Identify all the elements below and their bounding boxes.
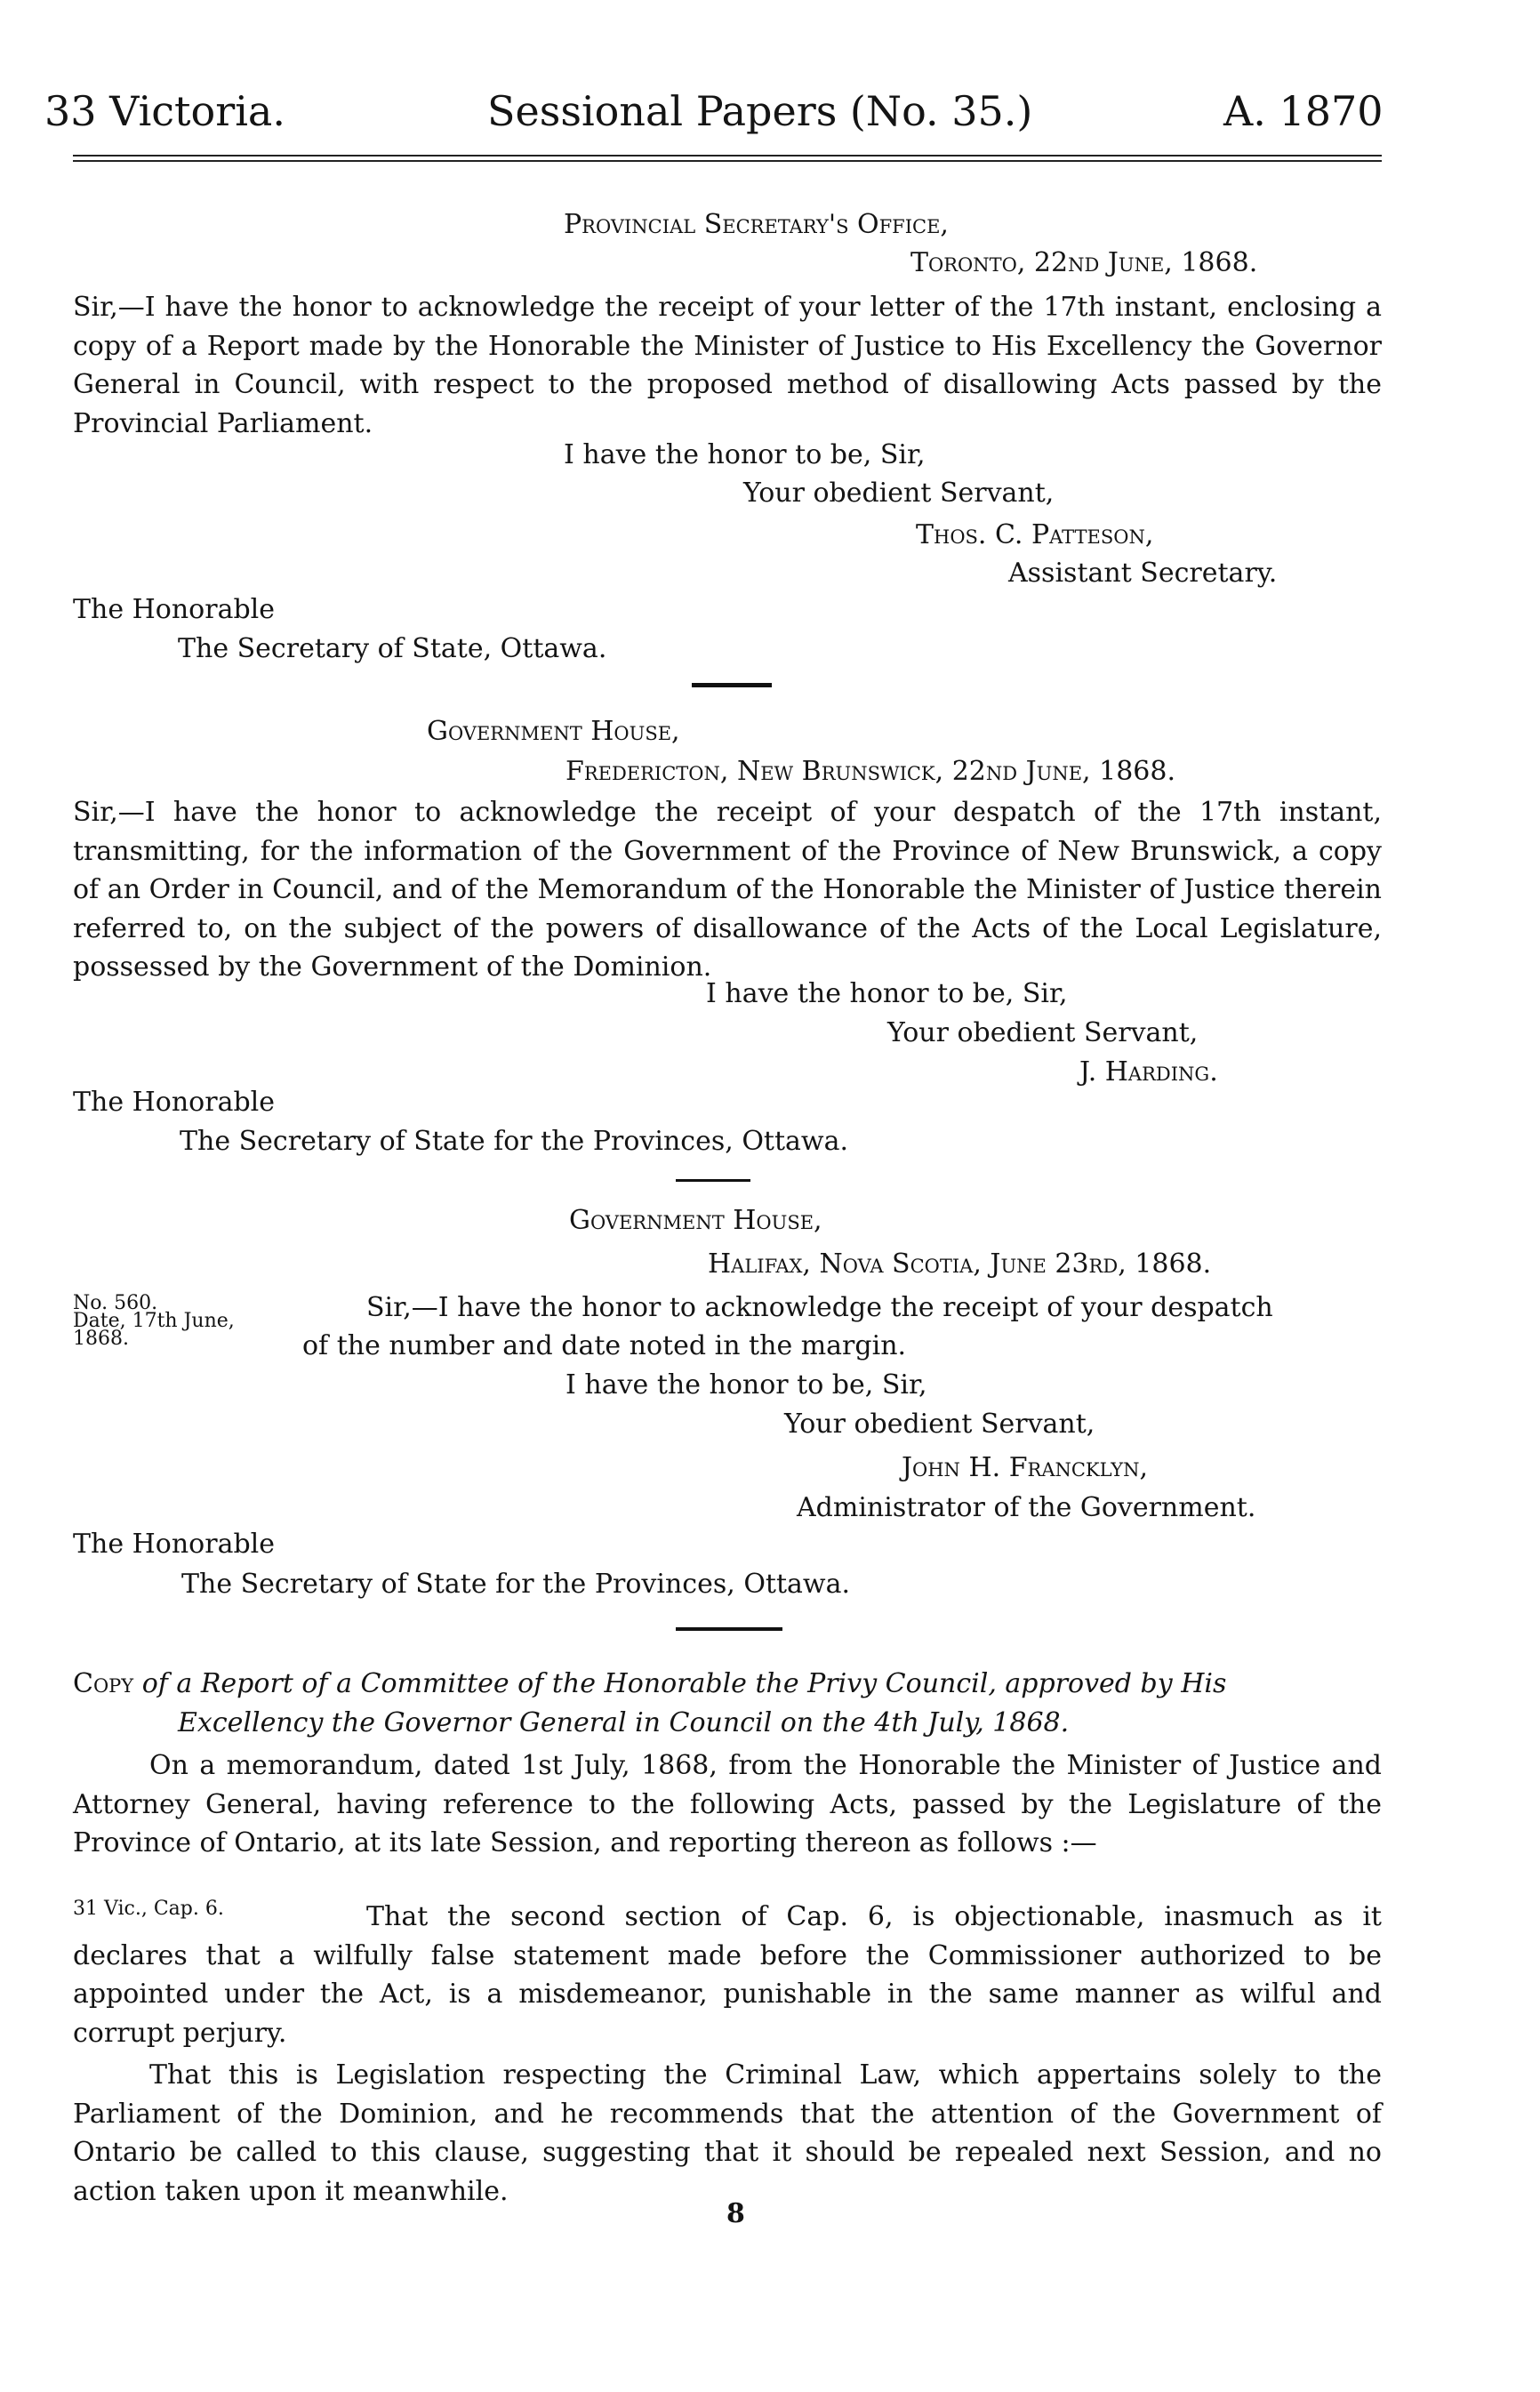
section-separator (676, 1627, 782, 1631)
letter2-signature: J. Harding. (1079, 1056, 1218, 1088)
letter2-body: Sir,—I have the honor to acknowledge the receipt of your despatch of the 17th instant, transmitting, for the information of the Government of the Province of New Brunswick, a copy of an Order in Council, and of the Memorandum of the Honorable the Minister of Justice therein referred to, on the subject of the powers of disallowance of the Acts of the Local Legislature, possessed by the Government of the Dominion. (73, 797, 1382, 983)
letter3-signature: John H. Francklyn, (902, 1452, 1149, 1483)
letter1-closing-servant: Your obedient Servant, (743, 478, 1055, 509)
report-margin-reference: 31 Vic., Cap. 6. (73, 1898, 224, 1920)
report-title-line2: Excellency the Governor General in Council on the 4th July, 1868. (178, 1707, 1070, 1738)
section-separator (676, 1179, 750, 1182)
letter1-place-date: Toronto, 22nd June, 1868. (910, 247, 1258, 278)
header-year: A. 1870 (1223, 87, 1384, 135)
letter2-heading: Government House, (427, 716, 680, 747)
header-volume: 33 Victoria. (44, 87, 285, 135)
letter2-closing-servant: Your obedient Servant, (887, 1017, 1199, 1048)
letter1-signer-title: Assistant Secretary. (1008, 558, 1278, 589)
header-rule-bottom (73, 160, 1382, 162)
report-title-line1 (73, 1668, 1226, 1699)
header-title: Sessional Papers (No. 35.) (487, 87, 1033, 135)
letter3-margin-year: 1868. (73, 1328, 129, 1350)
letter1-addressee: The Honorable (73, 594, 276, 625)
letter3-heading: Government House, (569, 1205, 822, 1236)
letter2-place-date: Fredericton, New Brunswick, 22nd June, 1868. (565, 756, 1176, 787)
report-paragraph-2: That the second section of Cap. 6, is objectionable, inasmuch as it declares that a wilfully false statement made before the Commissioner authorized to be appointed under the Act, is a misdemeanor, punishable in the same manner as wilful and corrupt perjury. (73, 1901, 1382, 2049)
header-rule-top (73, 155, 1382, 157)
letter1-heading: Provincial Secretary's Office, (564, 209, 949, 240)
letter3-addressee-office: The Secretary of State for the Provinces, Ottawa. (181, 1569, 851, 1600)
letter2-addressee-office: The Secretary of State for the Provinces, Ottawa. (180, 1126, 849, 1157)
letter3-body-line1: Sir,—I have the honor to acknowledge the receipt of your despatch (366, 1292, 1273, 1323)
letter3-margin-number: No. 560. (73, 1292, 158, 1314)
report-title-rest: of a Report of a Committee of the Honorable the Privy Council, approved by His (141, 1668, 1227, 1699)
section-separator (692, 683, 772, 687)
letter3-margin-date: Date, 17th June, (73, 1310, 235, 1332)
report-title-lead: Copy (73, 1668, 134, 1699)
letter2-closing: I have the honor to be, Sir, (706, 978, 1068, 1009)
letter1-addressee-office: The Secretary of State, Ottawa. (178, 633, 607, 664)
letter3-addressee: The Honorable (73, 1529, 276, 1560)
letter1-closing: I have the honor to be, Sir, (564, 439, 926, 470)
letter3-closing-servant: Your obedient Servant, (784, 1409, 1095, 1440)
letter1-body: Sir,—I have the honor to acknowledge the receipt of your letter of the 17th instant, enclosing a copy of a Report made by the Honorable the Minister of Justice to His Excellency the Governor General in Council, with respect to the proposed method of disallowing Acts passed by the Provincial Parliament. (73, 292, 1382, 439)
report-paragraph-3: That this is Legislation respecting the Criminal Law, which appertains solely to the Parliament of the Dominion, and he recommends that the attention of the Government of Ontario be called to this clause, suggesting that it should be repealed next Session, and no action taken upon it meanwhile. (73, 2059, 1382, 2207)
page-number: 8 (726, 2198, 745, 2229)
letter3-signer-title: Administrator of the Government. (797, 1492, 1256, 1523)
letter3-closing: I have the honor to be, Sir, (565, 1369, 927, 1401)
letter2-addressee: The Honorable (73, 1087, 276, 1118)
letter1-signature: Thos. C. Patteson, (916, 519, 1154, 550)
letter3-body-line2: of the number and date noted in the margin. (302, 1330, 907, 1361)
letter3-place-date: Halifax, Nova Scotia, June 23rd, 1868. (708, 1248, 1212, 1280)
report-paragraph-1: On a memorandum, dated 1st July, 1868, from the Honorable the Minister of Justice and Attorney General, having reference to the following Acts, passed by the Legislature of the Province of Ontario, at its late Session, and reporting thereon as follows :— (73, 1750, 1382, 1858)
